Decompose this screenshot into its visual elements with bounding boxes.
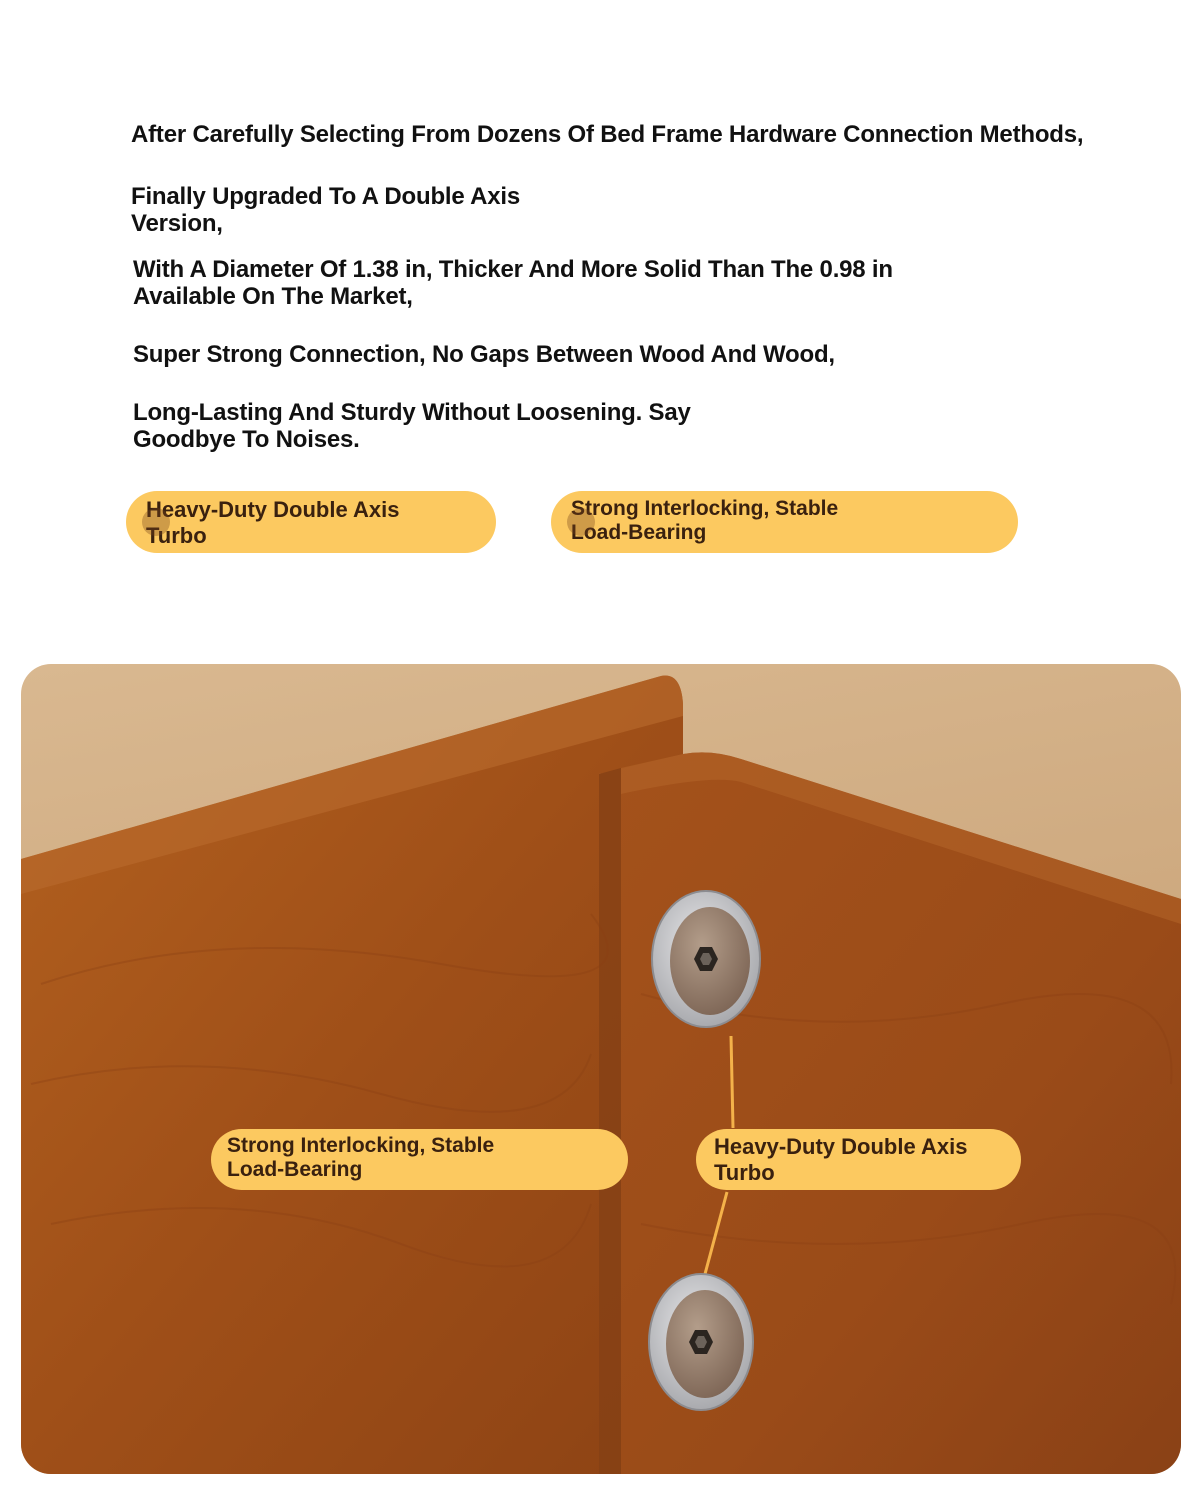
right-board-edge <box>599 768 621 1474</box>
intro-line-2: Finally Upgraded To A Double Axis Version, <box>131 183 520 237</box>
intro-line-3: With A Diameter Of 1.38 in, Thicker And More Solid Than The 0.98 in Available On The Market, <box>133 256 893 310</box>
tag-line-2: Load-Bearing <box>227 1158 363 1181</box>
tag-line-1: Strong Interlocking, Stable <box>571 497 839 520</box>
tag-dot-icon <box>567 508 595 536</box>
tag-line-1: Heavy-Duty Double Axis <box>146 497 400 522</box>
tag-line-2: Turbo <box>714 1160 775 1185</box>
tag-line-1: Strong Interlocking, Stable <box>227 1134 495 1157</box>
tag-line-2: Turbo <box>146 523 207 548</box>
tag-line-2: Load-Bearing <box>571 521 707 544</box>
tag-line-1: Heavy-Duty Double Axis <box>714 1134 968 1159</box>
intro-line-1: After Carefully Selecting From Dozens Of Bed Frame Hardware Connection Methods, <box>131 121 1084 148</box>
upper-bolt <box>652 891 760 1027</box>
feature-tag-interlocking <box>551 491 1018 553</box>
wood-joint-illustration <box>21 664 1181 1474</box>
photo-tag-interlocking <box>211 1129 628 1190</box>
intro-line-4: Super Strong Connection, No Gaps Between Wood And Wood, <box>133 341 835 368</box>
lower-bolt <box>649 1274 753 1410</box>
tag-dot-icon <box>142 508 170 536</box>
intro-line-5: Long-Lasting And Sturdy Without Loosening. Say Goodbye To Noises. <box>133 399 691 453</box>
photo-tag-heavy-duty <box>696 1129 1021 1190</box>
feature-tag-heavy-duty <box>126 491 496 553</box>
bed-frame-joint-photo <box>21 664 1181 1474</box>
